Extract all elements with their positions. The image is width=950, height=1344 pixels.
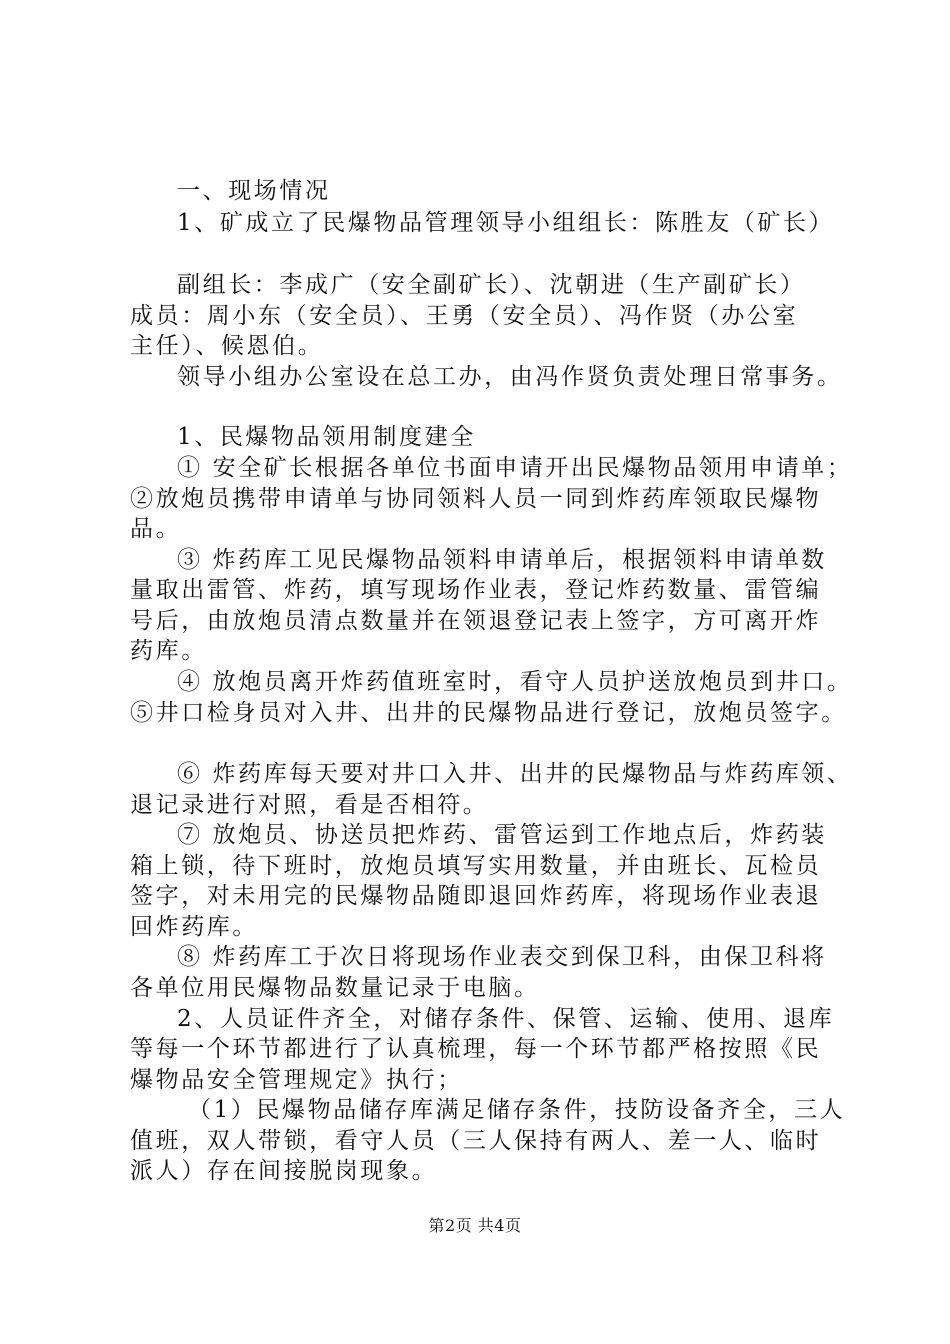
paragraph-line: （1）民爆物品储存库满足储存条件，技防设备齐全，三人 [188,1097,846,1123]
paragraph-line: 成员：周小东（安全员）、王勇（安全员）、冯作贤（办公室 [130,303,799,329]
paragraph-line: 品。 [130,516,182,542]
paragraph-line: 2、人员证件齐全，对储存条件、保管、运输、使用、退库 [177,1006,835,1032]
paragraph-line: 量取出雷管、炸药，填写现场作业表，登记炸药数量、雷管编 [130,577,822,603]
paragraph-line: ⑥ 炸药库每天要对井口入井、出井的民爆物品与炸药库领、 [177,761,853,787]
paragraph-line: 号后，由放炮员清点数量并在领退登记表上签字，方可离开炸 [130,608,822,634]
paragraph-line: 退记录进行对照，看是否相符。 [130,792,489,818]
paragraph-line: ⑧ 炸药库工于次日将现场作业表交到保卫科，由保卫科将 [177,944,827,970]
paragraph-line: 回炸药库。 [130,914,258,940]
paragraph-line: 派人）存在间接脱岗现象。 [130,1158,438,1184]
paragraph-line: 1、矿成立了民爆物品管理领导小组组长：陈胜友（矿长） [177,210,835,236]
page-number-footer: 第2页 共4页 [428,1216,522,1235]
paragraph-line: 领导小组办公室设在总工办，由冯作贤负责处理日常事务。 [177,364,843,390]
paragraph-line: 主任）、候恩伯。 [130,333,324,359]
paragraph-line: ⑤井口检身员对入井、出井的民爆物品进行登记，放炮员签字。 [130,700,847,726]
paragraph-line: 等每一个环节都进行了认真梳理，每一个环节都严格按照《民 [130,1036,822,1062]
section-heading: 一、现场情况 [177,178,331,204]
paragraph-line: 箱上锁，待下班时，放炮员填写实用数量，并由班长、瓦检员 [130,853,822,879]
paragraph-line: 值班，双人带锁，看守人员（三人保持有两人、差一人、临时 [130,1128,822,1154]
paragraph-line: 副组长：李成广（安全副矿长）、沈朝进（生产副矿长） [177,272,806,298]
paragraph-line: ④ 放炮员离开炸药值班室时，看守人员护送放炮员到井口。 [177,669,853,695]
paragraph-line: 各单位用民爆物品数量记录于电脑。 [130,975,540,1001]
paragraph-line: ②放炮员携带申请单与协同领料人员一同到炸药库领取民爆物 [130,486,822,512]
paragraph-line: ⑦ 放炮员、协送员把炸药、雷管运到工作地点后，炸药装 [177,822,827,848]
paragraph-line: 爆物品安全管理规定》执行； [130,1067,463,1093]
paragraph-line: 药库。 [130,638,207,664]
paragraph-line: ① 安全矿长根据各单位书面申请开出民爆物品领用申请单； [177,455,853,481]
paragraph-line: ③ 炸药库工见民爆物品领料申请单后，根据领料申请单数 [177,547,827,573]
paragraph-line: 签字，对未用完的民爆物品随即退回炸药库，将现场作业表退 [130,883,822,909]
subsection-heading: 1、民爆物品领用制度建全 [177,424,476,450]
